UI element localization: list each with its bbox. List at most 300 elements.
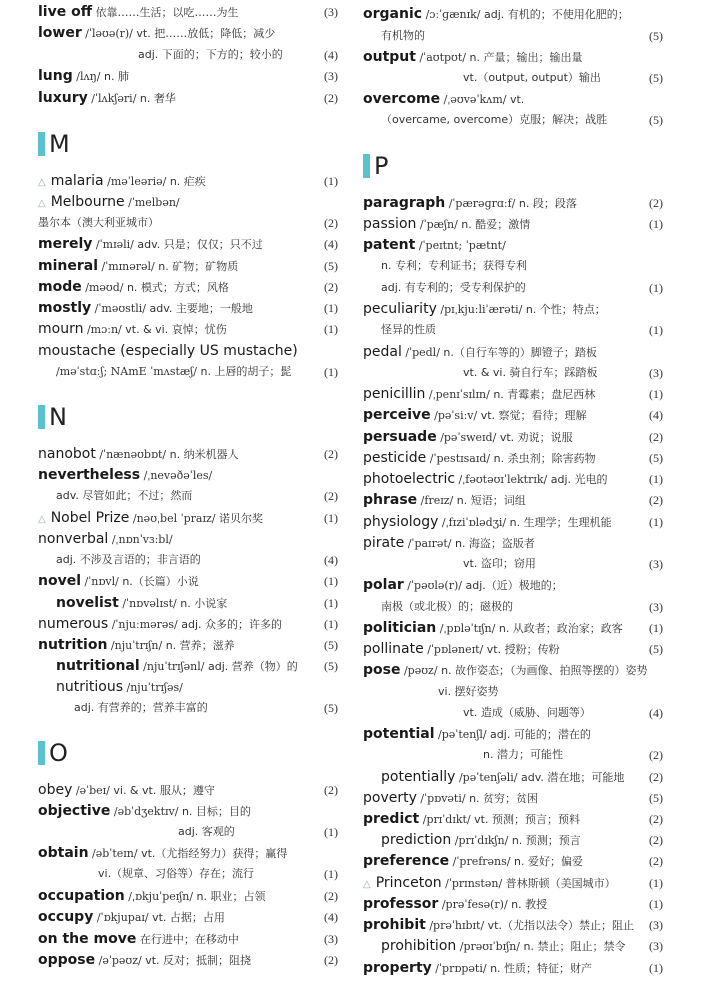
definition: n. 矿物；矿物质 bbox=[158, 260, 239, 273]
phonetic: /ˈpærəɡrɑːf/ bbox=[448, 197, 516, 210]
definition: adv. 尽管如此；不过；然而 bbox=[56, 489, 193, 502]
definition: n. 营养；滋养 bbox=[165, 639, 235, 652]
definition: n. 短语；词组 bbox=[456, 494, 526, 507]
definition: n. 段；段落 bbox=[518, 197, 577, 210]
definition: n.（长篇）小说 bbox=[122, 575, 199, 588]
definition: vt. 占据；占用 bbox=[152, 911, 225, 924]
entry-continuation bbox=[38, 213, 338, 233]
entry-continuation bbox=[38, 45, 338, 65]
phonetic: /njuˈtrɪʃəs/ bbox=[126, 681, 183, 694]
phonetic: /ˈaʊtpʊt/ bbox=[419, 51, 466, 64]
entry-continuation bbox=[38, 698, 338, 718]
phonetic: /ˈməʊstli/ bbox=[94, 302, 146, 315]
headword: persuade bbox=[363, 429, 437, 445]
definition: n. 奢华 bbox=[139, 92, 176, 105]
unit-number: (2) bbox=[649, 430, 663, 444]
entry-potentially bbox=[363, 767, 663, 787]
headword: polar bbox=[363, 577, 404, 593]
definition: vt. 盗印；窃用 bbox=[463, 557, 536, 570]
unit-number: (1) bbox=[649, 897, 663, 911]
unit-number: (2) bbox=[324, 953, 338, 967]
unit-number: (1) bbox=[324, 596, 338, 610]
entry-mostly bbox=[38, 298, 338, 318]
entry-nevertheless bbox=[38, 465, 338, 485]
unit-number: (1) bbox=[649, 876, 663, 890]
definition: n. 模式；方式；风格 bbox=[126, 281, 229, 294]
phonetic: /prəˈfesə(r)/ bbox=[441, 898, 508, 911]
phonetic: /ˈprefrəns/ bbox=[452, 855, 511, 868]
phonetic: /ˈprɪnstən/ bbox=[445, 877, 503, 890]
entry-poverty bbox=[363, 788, 663, 808]
entry-continuation bbox=[363, 320, 663, 340]
headword: merely bbox=[38, 236, 93, 252]
entry-continuation bbox=[363, 68, 663, 88]
entry-property bbox=[363, 958, 663, 978]
entry-prohibition bbox=[363, 936, 663, 956]
unit-number: (1) bbox=[649, 961, 663, 975]
headword: nevertheless bbox=[38, 467, 141, 483]
unit-number: (4) bbox=[649, 706, 663, 720]
phonetic: /ˌnɒnˈvɜːbl/ bbox=[111, 533, 173, 546]
definition: n. 教授 bbox=[511, 898, 548, 911]
phonetic: /ˈprɒpəti/ bbox=[435, 962, 487, 975]
entry-objective bbox=[38, 801, 338, 821]
headword: nanobot bbox=[38, 446, 96, 462]
headword: pedal bbox=[363, 344, 402, 360]
entry-passion bbox=[363, 214, 663, 234]
unit-number: (5) bbox=[649, 29, 663, 43]
entry-output bbox=[363, 47, 663, 67]
entry-occupy bbox=[38, 907, 338, 927]
definition: vt. 预测；预言；预料 bbox=[474, 813, 580, 826]
phonetic: /əbˈteɪn/ bbox=[92, 847, 138, 860]
headword: professor bbox=[363, 896, 439, 912]
headword: perceive bbox=[363, 407, 431, 423]
unit-number: (2) bbox=[324, 889, 338, 903]
entry-continuation bbox=[363, 682, 663, 702]
entry-pesticide bbox=[363, 448, 663, 468]
entry-phrase bbox=[363, 490, 663, 510]
headword: prohibit bbox=[363, 917, 426, 933]
definition: n. 性质；特征；财产 bbox=[490, 962, 593, 975]
unit-number: (1) bbox=[649, 281, 663, 295]
phonetic: /njuˈtrɪʃn/ bbox=[110, 639, 163, 652]
entry-potential bbox=[363, 724, 663, 744]
definition: adj. 不涉及言语的；非言语的 bbox=[56, 553, 201, 566]
entry-on-the-move bbox=[38, 929, 338, 949]
entry-continuation bbox=[38, 486, 338, 506]
definition: n. 潜力；可能性 bbox=[483, 748, 563, 761]
definition: adv. 只是；仅仅；只不过 bbox=[137, 238, 263, 251]
headword: organic bbox=[363, 6, 423, 22]
headword: output bbox=[363, 49, 416, 65]
headword: lung bbox=[38, 68, 73, 84]
phonetic: /məˈstɑːʃ; NAmE ˈmʌstæʃ/ bbox=[56, 365, 197, 378]
unit-number: (1) bbox=[324, 825, 338, 839]
entry-predict bbox=[363, 809, 663, 829]
entry-lung bbox=[38, 66, 338, 86]
headword: luxury bbox=[38, 90, 88, 106]
phonetic: /əbˈdʒektɪv/ bbox=[113, 805, 179, 818]
headword: peculiarity bbox=[363, 301, 437, 317]
unit-number: (4) bbox=[324, 48, 338, 62]
unit-number: (1) bbox=[649, 472, 663, 486]
phonetic: /njuˈtrɪʃənl/ bbox=[143, 660, 205, 673]
phonetic: /ˈnɒvl/ bbox=[84, 575, 119, 588]
phonetic: /ˈnjuːmərəs/ bbox=[111, 618, 178, 631]
headword: predict bbox=[363, 811, 420, 827]
headword: nutritional bbox=[56, 658, 140, 674]
entry-continuation bbox=[38, 362, 338, 382]
definition: adj. 众多的；许多的 bbox=[181, 618, 283, 631]
headword: pirate bbox=[363, 535, 405, 551]
headword: physiology bbox=[363, 514, 439, 530]
entry-nutritional bbox=[38, 656, 338, 676]
headword: patent bbox=[363, 237, 416, 253]
unit-number: (1) bbox=[649, 217, 663, 231]
unit-number: (3) bbox=[649, 366, 663, 380]
section-heading-o bbox=[38, 738, 68, 768]
phonetic: /pəˈsweɪd/ bbox=[440, 431, 497, 444]
phonetic: /ˈmɪəli/ bbox=[95, 238, 134, 251]
unit-number: (1) bbox=[324, 511, 338, 525]
unit-number: (2) bbox=[649, 854, 663, 868]
unit-number: (5) bbox=[324, 638, 338, 652]
phonetic: /ˈpɒvəti/ bbox=[420, 792, 466, 805]
headword: prohibition bbox=[381, 938, 457, 954]
unit-number: (4) bbox=[324, 553, 338, 567]
entry-oppose bbox=[38, 950, 338, 970]
entry-moustache bbox=[38, 341, 338, 361]
phonetic: /ˈpæʃn/ bbox=[419, 218, 458, 231]
definition: n. 个性；特点； bbox=[525, 303, 606, 316]
phonetic: /ˌfɪziˈɒlədʒi/ bbox=[441, 516, 507, 529]
phonetic: /prɪˈdɪkʃn/ bbox=[454, 834, 509, 847]
entry-obtain bbox=[38, 843, 338, 863]
entry-merely bbox=[38, 234, 338, 254]
entry-paragraph bbox=[363, 193, 663, 213]
entry-perceive bbox=[363, 405, 663, 425]
triangle-icon: △ bbox=[38, 177, 46, 188]
entry-prediction bbox=[363, 830, 663, 850]
headword: preference bbox=[363, 853, 450, 869]
definition: 怪异的性质 bbox=[381, 323, 436, 336]
phonetic: /pəˈsiːv/ bbox=[434, 409, 478, 422]
entry-organic bbox=[363, 4, 663, 24]
phonetic: /ˈpɒləneɪt/ bbox=[427, 643, 484, 656]
phonetic: /nəʊˌbel ˈpraɪz/ bbox=[132, 512, 216, 525]
definition: vt. 反对；抵制；阻挠 bbox=[145, 954, 252, 967]
headword: passion bbox=[363, 216, 417, 232]
headword: on the move bbox=[38, 931, 137, 947]
definition: n. 目标；目的 bbox=[181, 805, 251, 818]
headword: nutritious bbox=[56, 679, 123, 695]
definition: n. 杀虫剂；除害药物 bbox=[493, 452, 596, 465]
definition: vt. 造成（威胁、问题等） bbox=[463, 706, 591, 719]
definition: n. 爱好；偏爱 bbox=[514, 855, 583, 868]
entry-continuation bbox=[363, 110, 663, 130]
headword: phrase bbox=[363, 492, 418, 508]
unit-number: (1) bbox=[324, 301, 338, 315]
phonetic: /prəʊɪˈbɪʃn/ bbox=[459, 940, 520, 953]
headword: penicillin bbox=[363, 386, 426, 402]
phonetic: /ˈləʊə(r)/ bbox=[85, 27, 133, 40]
phonetic: /əˈpəʊz/ bbox=[98, 954, 142, 967]
phonetic: /əˈbeɪ/ bbox=[75, 784, 110, 797]
definition: n. 小说家 bbox=[180, 597, 228, 610]
unit-number: (3) bbox=[649, 557, 663, 571]
phonetic: /ˈnænəʊbɒt/ bbox=[99, 448, 167, 461]
phonetic: /ˌɒkjuˈpeɪʃn/ bbox=[128, 890, 194, 903]
headword: mourn bbox=[38, 321, 84, 337]
phonetic: /lʌŋ/ bbox=[76, 70, 101, 83]
headword: politician bbox=[363, 620, 437, 636]
section-heading-m bbox=[38, 129, 70, 159]
section-letter: M bbox=[49, 130, 70, 158]
phonetic: /ˌfəʊtəʊɪˈlektrɪk/ bbox=[458, 473, 548, 486]
unit-number: (1) bbox=[324, 867, 338, 881]
unit-number: (5) bbox=[649, 791, 663, 805]
entry-occupation bbox=[38, 886, 338, 906]
unit-number: (1) bbox=[324, 365, 338, 379]
entry-pollinate bbox=[363, 639, 663, 659]
phonetic: /ˈpəʊlə(r)/ bbox=[407, 579, 462, 592]
unit-number: (2) bbox=[324, 489, 338, 503]
entry-princeton bbox=[363, 873, 663, 893]
headword: potentially bbox=[381, 769, 456, 785]
definition: adj. 可能的；潜在的 bbox=[490, 728, 591, 741]
unit-number: (2) bbox=[649, 196, 663, 210]
phonetic: /pəˈtenʃl/ bbox=[438, 728, 487, 741]
unit-number: (4) bbox=[324, 910, 338, 924]
definition: vt. 授粉；传粉 bbox=[486, 643, 560, 656]
entry-continuation bbox=[363, 363, 663, 383]
definition: vi. & vt. 服从；遵守 bbox=[113, 784, 215, 797]
headword: pesticide bbox=[363, 450, 427, 466]
definition: （overcame, overcome）克服；解决；战胜 bbox=[381, 113, 608, 126]
unit-number: (1) bbox=[649, 621, 663, 635]
headword: pose bbox=[363, 662, 401, 678]
entry-melbourne bbox=[38, 192, 338, 212]
definition: n. 职业；占领 bbox=[196, 890, 266, 903]
headword: nonverbal bbox=[38, 531, 109, 547]
unit-number: (1) bbox=[649, 387, 663, 401]
unit-number: (2) bbox=[324, 783, 338, 797]
phonetic: /ˌəʊvəˈkʌm/ bbox=[443, 93, 507, 106]
phonetic: /ˌpenɪˈsɪlɪn/ bbox=[428, 388, 490, 401]
definition: vt. 察觉；看待；理解 bbox=[480, 409, 587, 422]
section-marker-icon bbox=[38, 741, 45, 765]
definition: adj. 有营养的；营养丰富的 bbox=[74, 701, 208, 714]
headword: Melbourne bbox=[50, 194, 125, 210]
headword: occupation bbox=[38, 888, 125, 904]
phonetic: /freɪz/ bbox=[420, 494, 454, 507]
definition: vt.（尤指经努力）获得；赢得 bbox=[141, 847, 288, 860]
definition: vi.（规章、习俗等）存在；流行 bbox=[98, 867, 255, 880]
definition: n. 预测；预言 bbox=[511, 834, 581, 847]
definition: vt. & vi. 哀悼；忧伤 bbox=[125, 323, 227, 336]
unit-number: (3) bbox=[649, 600, 663, 614]
section-heading-n bbox=[38, 402, 67, 432]
definition: adj. 光电的 bbox=[550, 473, 608, 486]
entry-novel bbox=[38, 571, 338, 591]
phonetic: /ˈpedl/ bbox=[405, 346, 440, 359]
definition: n. 故作姿态；（为画像、拍照等摆的）姿势 bbox=[441, 664, 648, 677]
phonetic: /ˌpɒləˈtɪʃn/ bbox=[439, 622, 496, 635]
entry-physiology bbox=[363, 512, 663, 532]
headword: oppose bbox=[38, 952, 96, 968]
unit-number: (2) bbox=[324, 216, 338, 230]
headword: malaria bbox=[50, 173, 104, 189]
entry-patent bbox=[363, 235, 663, 255]
definition: adj. 有机的；不使用化肥的； bbox=[484, 8, 629, 21]
definition: adv. 潜在地；可能地 bbox=[521, 771, 625, 784]
unit-number: (5) bbox=[649, 642, 663, 656]
entry-continuation bbox=[38, 822, 338, 842]
phonetic: /ˌnevəðəˈles/ bbox=[143, 469, 213, 482]
entry-pose bbox=[363, 660, 663, 680]
entry-nanobot bbox=[38, 444, 338, 464]
headword: lower bbox=[38, 25, 82, 41]
entry-obey bbox=[38, 780, 338, 800]
headword: potential bbox=[363, 726, 435, 742]
headword: pollinate bbox=[363, 641, 424, 657]
phonetic: /ˈmɪnərəl/ bbox=[101, 260, 155, 273]
headword: nutrition bbox=[38, 637, 108, 653]
headword: property bbox=[363, 960, 432, 976]
phonetic: /ˈnɒvəlɪst/ bbox=[122, 597, 177, 610]
headword: paragraph bbox=[363, 195, 446, 211]
section-letter: O bbox=[49, 739, 68, 767]
phonetic: /mɔːn/ bbox=[86, 323, 122, 336]
section-letter: N bbox=[49, 403, 67, 431]
entry-continuation bbox=[363, 26, 663, 46]
entry-preference bbox=[363, 851, 663, 871]
entry-penicillin bbox=[363, 384, 663, 404]
phonetic: /ˈpestɪsaɪd/ bbox=[429, 452, 491, 465]
triangle-icon: △ bbox=[38, 198, 46, 209]
definition: adj. 客观的 bbox=[178, 825, 235, 838]
unit-number: (2) bbox=[649, 748, 663, 762]
definition: vt. bbox=[509, 93, 525, 106]
entry-continuation bbox=[363, 554, 663, 574]
definition: n. 贫穷；贫困 bbox=[469, 792, 539, 805]
unit-number: (2) bbox=[649, 493, 663, 507]
phonetic: /ˈpaɪrət/ bbox=[407, 537, 452, 550]
entry-polar bbox=[363, 575, 663, 595]
definition: 在行进中；在移动中 bbox=[139, 933, 239, 946]
definition: 依靠……生活；以吃……为生 bbox=[95, 6, 239, 19]
unit-number: (4) bbox=[324, 237, 338, 251]
entry-mineral bbox=[38, 256, 338, 276]
headword: objective bbox=[38, 803, 111, 819]
definition: n. 生理学；生理机能 bbox=[509, 516, 612, 529]
definition: vt.（尤指以法令）禁止；阻止 bbox=[487, 919, 634, 932]
unit-number: (2) bbox=[649, 812, 663, 826]
definition: n. 上唇的胡子；髭 bbox=[200, 365, 292, 378]
entry-novelist bbox=[38, 593, 338, 613]
definition: n. 纳米机器人 bbox=[169, 448, 239, 461]
definition: 有机物的 bbox=[381, 29, 425, 42]
definition: vt.（output, output）输出 bbox=[463, 71, 601, 84]
unit-number: (3) bbox=[649, 939, 663, 953]
unit-number: (2) bbox=[324, 91, 338, 105]
entry-continuation bbox=[363, 745, 663, 765]
entry-photoelectric bbox=[363, 469, 663, 489]
definition: n. 禁止；阻止；禁令 bbox=[523, 940, 626, 953]
headword: mineral bbox=[38, 258, 98, 274]
definition: 诺贝尔奖 bbox=[219, 512, 264, 525]
section-heading-p bbox=[363, 151, 388, 181]
section-marker-icon bbox=[38, 132, 45, 156]
definition: 普林斯顿（美国城市） bbox=[505, 877, 616, 890]
definition: n. 酷爱；激情 bbox=[461, 218, 531, 231]
unit-number: (5) bbox=[324, 259, 338, 273]
entry-pedal bbox=[363, 342, 663, 362]
definition: n.（自行车等的）脚镫子；踏板 bbox=[443, 346, 597, 359]
entry-overcome bbox=[363, 89, 663, 109]
headword: mode bbox=[38, 279, 82, 295]
headword: live off bbox=[38, 4, 93, 20]
entry-lower bbox=[38, 23, 338, 43]
unit-number: (5) bbox=[324, 659, 338, 673]
triangle-icon: △ bbox=[363, 879, 371, 890]
unit-number: (2) bbox=[324, 447, 338, 461]
section-letter: P bbox=[374, 152, 389, 180]
definition: n. 疟疾 bbox=[169, 175, 206, 188]
unit-number: (3) bbox=[324, 932, 338, 946]
entry-continuation bbox=[363, 597, 663, 617]
phonetic: /prɪˈdɪkt/ bbox=[422, 813, 471, 826]
entry-luxury bbox=[38, 88, 338, 108]
definition: vt. & vi. 骑自行车；踩踏板 bbox=[463, 366, 598, 379]
unit-number: (3) bbox=[649, 918, 663, 932]
entry-continuation bbox=[363, 278, 663, 298]
headword: poverty bbox=[363, 790, 417, 806]
definition: adj. 下面的；下方的；较小的 bbox=[138, 48, 283, 61]
headword: prediction bbox=[381, 832, 452, 848]
definition: 南极（或北极）的；磁极的 bbox=[381, 600, 513, 613]
entry-prohibit bbox=[363, 915, 663, 935]
entry-professor bbox=[363, 894, 663, 914]
phonetic: /prəˈhɪbɪt/ bbox=[429, 919, 485, 932]
unit-number: (5) bbox=[649, 451, 663, 465]
entry-nonverbal bbox=[38, 529, 338, 549]
entry-nobel-prize bbox=[38, 508, 338, 528]
unit-number: (3) bbox=[324, 5, 338, 19]
headword: obtain bbox=[38, 845, 89, 861]
unit-number: (1) bbox=[324, 617, 338, 631]
unit-number: (5) bbox=[649, 71, 663, 85]
entry-nutrition bbox=[38, 635, 338, 655]
phonetic: /ˈpeɪtnt; ˈpætnt/ bbox=[418, 239, 506, 252]
definition: adj. 营养（物）的 bbox=[207, 660, 298, 673]
unit-number: (3) bbox=[324, 69, 338, 83]
definition: adj. 有专利的；受专利保护的 bbox=[381, 281, 526, 294]
headword: Nobel Prize bbox=[50, 510, 130, 526]
headword: numerous bbox=[38, 616, 109, 632]
unit-number: (2) bbox=[649, 770, 663, 784]
entry-mode bbox=[38, 277, 338, 297]
entry-continuation bbox=[363, 703, 663, 723]
entry-politician bbox=[363, 618, 663, 638]
definition: adj.（近）极地的； bbox=[465, 579, 563, 592]
headword: mostly bbox=[38, 300, 92, 316]
unit-number: (5) bbox=[324, 701, 338, 715]
phonetic: /pəˈtenʃəli/ bbox=[458, 771, 518, 784]
entry-continuation bbox=[38, 864, 338, 884]
unit-number: (1) bbox=[324, 574, 338, 588]
